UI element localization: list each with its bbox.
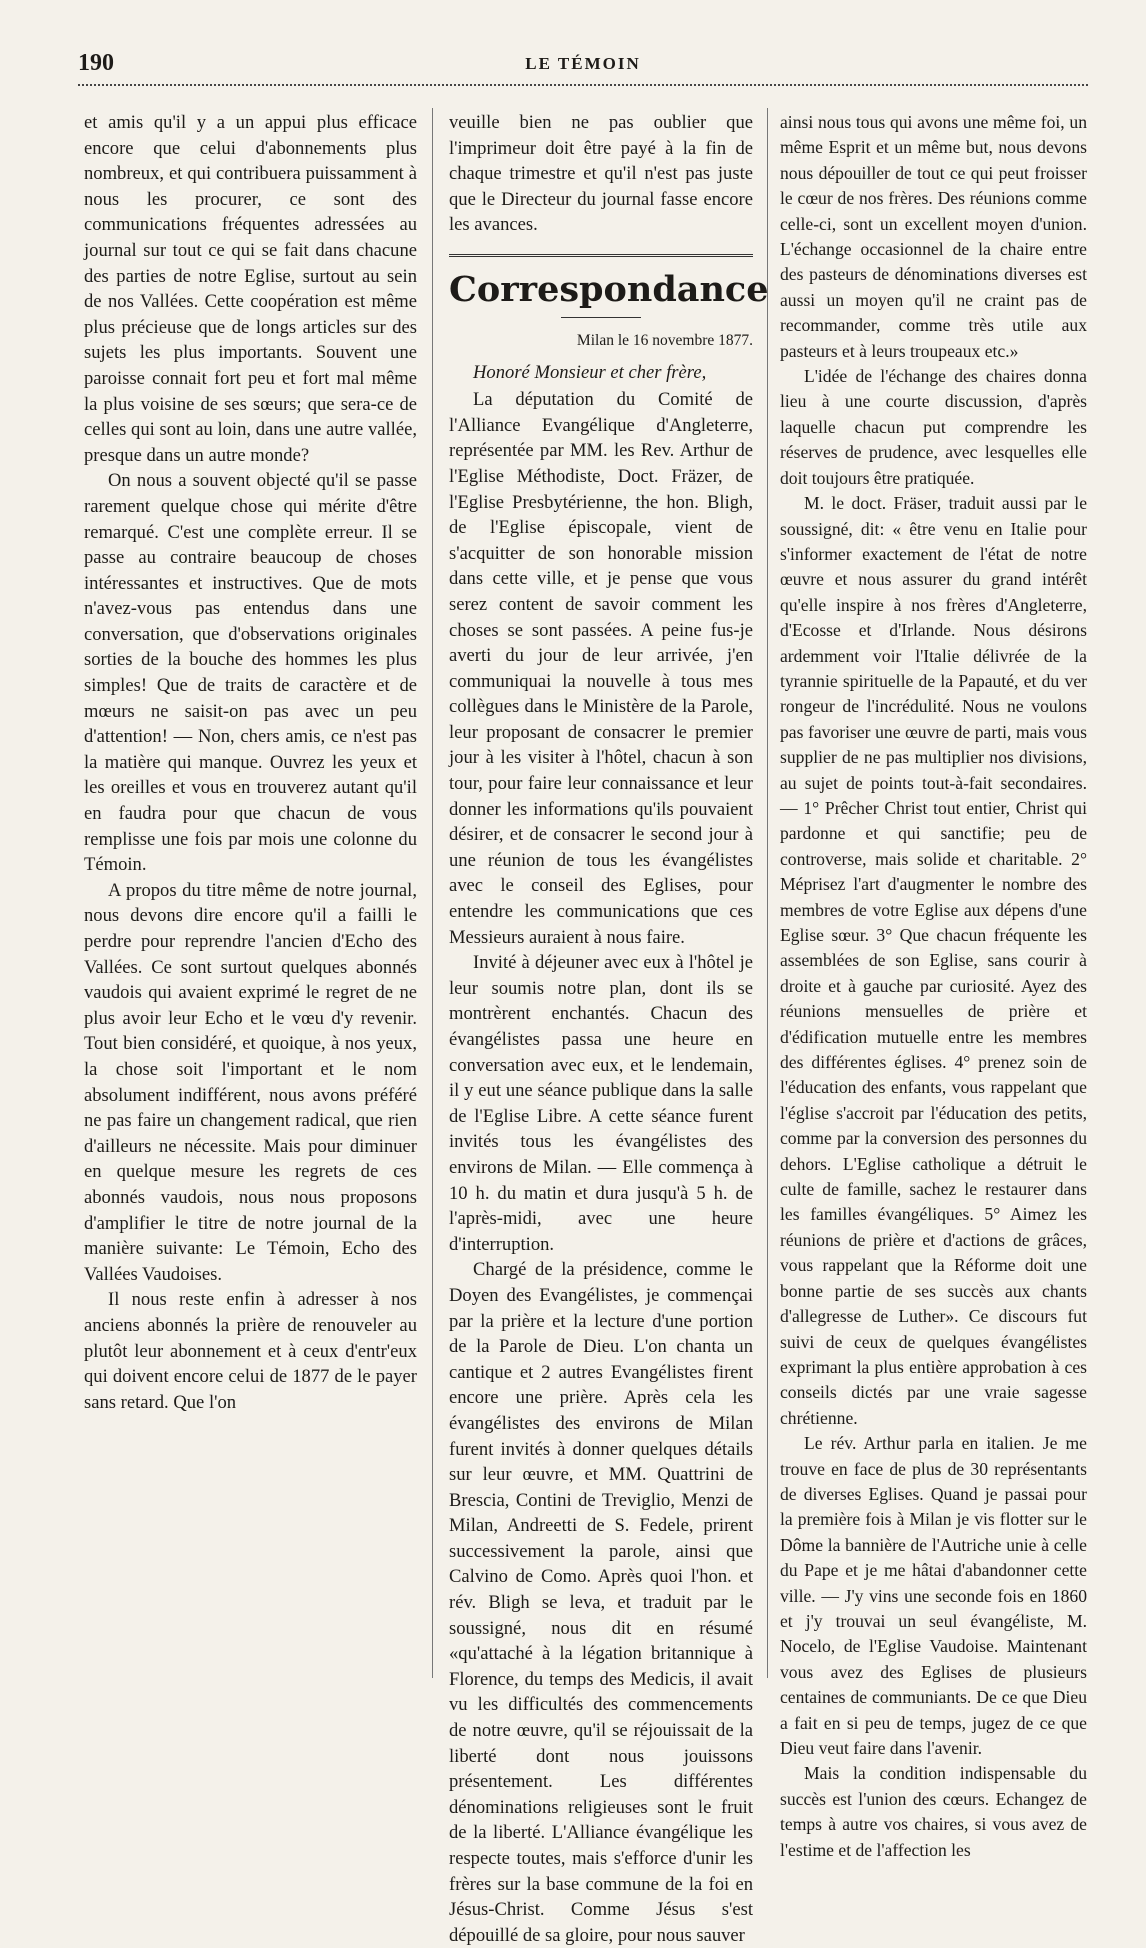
paragraph: On nous a souvent objecté qu'il se passe rarement quelque chose qui mérite d'être remarqué. C'est une complète erreur. Il se passe au contraire beaucoup de choses intéressantes et instructives. Que de mots n'avez-vous pas entendus dans une conversation, que d'observations originales sorties de la bouche des hommes les plus simples! Que de traits de caractère et de mœurs ne saisit-on pas avec un peu d'attention! — Non, chers amis, ce n'est pas la matière qui manque. Ouvrez les yeux et les oreilles et vous en trouverez autant qu'il en faudra pour que chacun de vous remplisse une fois par mois une colonne du Témoin. — [84, 470, 417, 876]
newspaper-title: LE TÉMOIN — [525, 54, 641, 73]
paragraph: A propos du titre même de notre journal, nous devons dire encore qu'il a failli le perdre pour reprendre l'ancien d'Echo des Vallées. Ce sont surtout quelques abonnés vaudois qui avaient exprimé le regret de ne plus avoir leur Echo et le vœu d'y revenir. Tout bien considéré, et quoique, à nos yeux, la chose soit l'important et le nom absolument indifférent, nous avons préféré ne pas faire un changement radical, que rien d'ailleurs ne nécessite. Mais pour diminuer en quelque mesure les regrets de ces abonnés vaudois, nous nous proposons d'amplifier le titre de notre journal de la manière suivante: Le Témoin, Echo des Vallées Vaudoises. — [84, 879, 417, 1285]
paragraph: M. le doct. Fräser, traduit aussi par le soussigné, dit: « être venu en Italie pour s'informer exactement de l'état de notre œuvre et nous assurer du grand intérêt qu'elle inspire à nos frères d'Angleterre, d'Ecosse et d'Irlande. Nous désirons ardemment voir l'Italie délivrée de la tyrannie spirituelle de la Papauté, et du ver rongeur de l'incrédulité. Nous ne voulons pas favoriser une œuvre de parti, mais vous supplier de ne pas multiplier nos divisions, au sujet de points tout-à-fait secondaires. — 1° Prêcher Christ tout entier, Christ qui pardonne et qui sanctifie; peu de controverse, mais solide et charitable. 2° Méprisez l'art d'augmenter le nombre des membres de votre Eglise aux dépens d'une Eglise sœur. 3° Que chacun fréquente les assemblées de son Eglise, sans courir à droite et à gauche par curiosité. Ayez des réunions mensuelles de prière et d'édification mutuelle entre les membres des différentes églises. 4° prenez soin de l'éducation des enfants, vous rappelant que l'église s'accroit par l'éducation des petits, comme par la conversion des personnes du dehors. L'Eglise catholique a détruit le culte de famille, sachez le restaurer dans les familles évangéliques. 5° Aimez les réunions de prière et d'actions de grâces, vous rappelant que la Réforme doit une bonne partie de ses succès aux chants d'allegresse de Luther». Ce discours fut suivi de ceux de quelques évangélistes exprimant la plus entière approbation à ces conseils dictés par une vraie sagesse chrétienne. — [780, 493, 1087, 1428]
section-heading: Correspondance — [449, 268, 769, 310]
letter-salutation: Honoré Monsieur et cher frère, — [473, 361, 707, 383]
column-3 — [780, 110, 1087, 1863]
column-1 — [84, 110, 417, 1415]
letter-dateline: Milan le 16 novembre 1877. — [576, 331, 753, 349]
paragraph: et amis qu'il y a un appui plus efficace encore que celui d'abonnements plus nombreux, et qui contribuera puissamment à nous les procurer, ce sont des communications fréquentes adressées au journal sur tout ce qui se fait dans chacune des parties de notre Eglise, surtout au sein de nos Vallées. Cette coopération est même plus précieuse que de longs articles sur des sujets les plus importants. Souvent une paroisse connait fort peu et fort mal même la plus voisine de ses sœurs; que sera-ce de celles qui sont au loin, dans une autre vallée, presque dans un autre monde? — [84, 112, 417, 466]
paragraph: Invité à déjeuner avec eux à l'hôtel je leur soumis notre plan, dont ils se montrèrent enchantés. Chacun des évangélistes passa une heure en conversation avec eux, et le lendemain, il y eut une séance publique dans la salle de l'Eglise Libre. A cette séance furent invités tous les évangélistes des environs de Milan. — Elle commença à 10 h. du matin et dura jusqu'à 5 h. de l'après-midi, avec une heure d'interruption. — [449, 952, 753, 1255]
paragraph: ainsi nous tous qui avons une même foi, un même Esprit et un même but, nous devons nous dépouiller de tout ce qui peut froisser le cœur de nos frères. Des réunions comme celle-ci, sont un excellent moyen d'union. L'échange occasionnel de la chaire entre des pasteurs de dénominations diverses est aussi un moyen qu'il ne craint pas de recommander, comme très utile aux pasteurs et à leurs troupeaux etc.» — [780, 112, 1087, 361]
heading-underline — [561, 317, 641, 318]
paragraph: Il nous reste enfin à adresser à nos anciens abonnés la prière de renouveler au plutôt leur abonnement et à ceux d'entr'eux qui doivent encore celui de 1877 de le payer sans retard. Que l'on — [84, 1289, 417, 1413]
section-rule — [449, 254, 753, 257]
column-divider — [767, 108, 768, 1678]
column-2 — [449, 110, 769, 1948]
paragraph: Chargé de la présidence, comme le Doyen des Evangélistes, je commençai par la prière et la lecture d'une portion de la Parole de Dieu. L'on chanta un cantique et 2 autres Evangélistes firent encore une prière. Après cela les évangélistes des environs de Milan furent invités à donner quelques détails sur leur œuvre, et MM. Quattrini de Brescia, Contini de Treviglio, Menzi de Milan, Andreetti de S. Fedele, prirent successivement la parole, ainsi que Calvino de Como. Après quoi l'hon. et rév. Bligh se leva, et traduit par le soussigné, nous dit en résumé «qu'attaché à la légation britannique à Florence, du temps des Medicis, il avait vu les difficultés des commencements de notre œuvre, qu'il se réjouissait de la liberté dont nous jouissons présentement. Les différentes dénominations religieuses sont le fruit de la liberté. L'Alliance évangélique les respecte toutes, mais s'efforce d'unir les frères sur la base commune de la foi en Jésus-Christ. Comme Jésus s'est dépouillé de sa gloire, pour nous sauver — [449, 1259, 753, 1946]
paragraph: Le rév. Arthur parla en italien. Je me trouve en face de plus de 30 représentants de diverses Eglises. Quand je passai pour la première fois à Milan je vis flotter sur le Dôme la bannière de l'Autriche unie à celle du Pape et je me hâtai d'abandonner cette ville. — J'y vins une seconde fois en 1860 et j'y trouvai un seul évangéliste, M. Nocelo, de l'Eglise Vaudoise. Maintenant vous avez des Eglises de plusieurs centaines de communiants. De ce que Dieu a fait en si peu de temps, jugez de ce que Dieu veut faire dans l'avenir. — [780, 1433, 1087, 1758]
column-divider — [432, 108, 433, 1678]
page-number: 190 — [78, 50, 114, 76]
paragraph: La députation du Comité de l'Alliance Evangélique d'Angleterre, représentée par MM. les Rev. Arthur de l'Eglise Méthodiste, Doct. Fräzer, de l'Eglise Presbytérienne, the hon. Bligh, de l'Eglise épiscopale, vient de s'acquitter de son honorable mission dans cette ville, et je pense que vous serez content de savoir comment les choses se sont passées. A peine fus-je averti du jour de leur arrivée, j'en communiquai la nouvelle à tous mes collègues dans le Ministère de la Parole, leur proposant de consacrer le premier jour à les visiter à l'hôtel, chacun à son tour, pour faire leur connaissance et leur donner les informations qu'ils pouvaient désirer, et de consacrer le second jour à une réunion de tous les évangélistes avec le conseil des Eglises, pour entendre les communications que ces Messieurs auraient à nous faire. — [449, 389, 753, 948]
paragraph: Mais la condition indispensable du succès est l'union des cœurs. Echangez de temps à autre vos chaires, si vous avez de l'estime et de l'affection les — [780, 1763, 1087, 1860]
header-rule — [78, 84, 1088, 86]
page-header — [78, 44, 1088, 84]
paragraph: veuille bien ne pas oublier que l'imprimeur doit être payé à la fin de chaque trimestre et qu'il n'est pas juste que le Directeur du journal fasse encore les avances. — [449, 112, 753, 236]
paragraph: L'idée de l'échange des chaires donna lieu à une courte discussion, d'après laquelle chacun put comprendre les réserves de prudence, avec lesquelles elle doit toujours être pratiquée. — [780, 366, 1087, 488]
